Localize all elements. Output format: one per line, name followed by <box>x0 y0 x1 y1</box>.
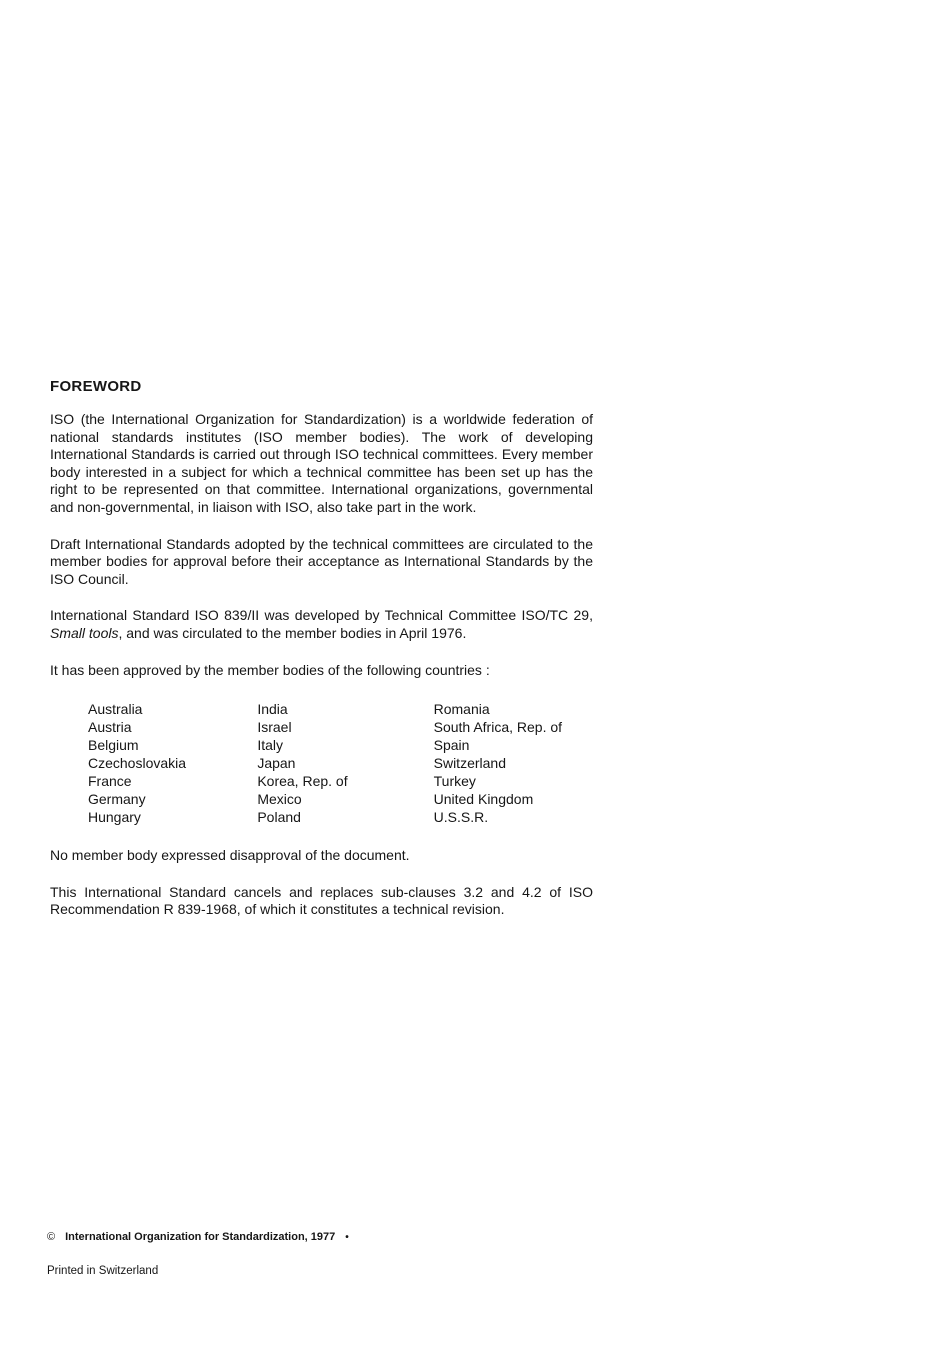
country-item: Hungary <box>88 809 141 826</box>
country-item: Australia <box>88 701 143 718</box>
paragraph-approved-intro: It has been approved by the member bodies of the following countries : <box>50 661 490 678</box>
paragraph-no-disapproval: No member body expressed disapproval of the document. <box>50 847 410 864</box>
country-item: South Africa, Rep. of <box>433 719 563 736</box>
country-column-2 <box>257 700 433 826</box>
page-footer <box>47 1231 607 1277</box>
paragraph-cancels-replaces: This International Standard cancels and replaces sub-clauses 3.2 and 4.2 of ISO Recommendation R 839-1968, of which it constitutes a technical revision. <box>50 883 593 918</box>
paragraph-draft-standards: Draft International Standards adopted by the technical committees are circulated to the member bodies for approval before their acceptance as International Standards by the ISO Council. <box>50 535 593 587</box>
copyright-bullet: • <box>345 1231 349 1243</box>
country-list <box>50 700 593 826</box>
country-item: Japan <box>257 755 296 772</box>
foreword-heading: FOREWORD <box>50 378 142 395</box>
country-column-3 <box>434 700 593 826</box>
country-item: Switzerland <box>433 755 506 772</box>
country-item: Israel <box>257 719 292 736</box>
country-item: Germany <box>88 791 146 808</box>
country-item: Belgium <box>88 737 139 754</box>
country-item: France <box>88 773 132 790</box>
country-item: Spain <box>433 737 470 754</box>
country-item: Poland <box>257 809 301 826</box>
paragraph-standard-origin <box>50 607 597 642</box>
small-tools-italic: Small tools <box>50 624 119 641</box>
paragraph-iso-intro: ISO (the International Organization for Standardization) is a worldwide federation of national standards institutes (ISO member bodies). The work of developing International Standards is carried out through ISO technical committees. Every member body interested in a subject for which a technical committee has been set up has the right to be represented on that committee. International organizations, governmental and non-governmental, in liaison with ISO, also take part in the work. <box>50 411 593 515</box>
country-column-1 <box>88 700 257 826</box>
copyright-line <box>47 1231 607 1243</box>
country-item: Italy <box>257 737 284 754</box>
standard-origin-text-before: International Standard ISO 839/II was developed by Technical Committee ISO/TC 29, <box>50 607 597 624</box>
copyright-text: International Organization for Standardization, 1977 <box>65 1231 336 1243</box>
country-item: Czechoslovakia <box>88 755 187 772</box>
country-item: United Kingdom <box>433 791 534 808</box>
standard-origin-text-after: , and was circulated to the member bodies in April 1976. <box>118 624 467 641</box>
country-item: Romania <box>433 701 490 718</box>
country-item: U.S.S.R. <box>433 809 489 826</box>
country-item: India <box>257 701 288 718</box>
country-item: Mexico <box>257 791 302 808</box>
country-item: Turkey <box>433 773 476 790</box>
country-item: Korea, Rep. of <box>257 773 348 790</box>
copyright-symbol: © <box>47 1231 56 1243</box>
printed-line: Printed in Switzerland <box>47 1265 159 1277</box>
country-item: Austria <box>88 719 132 736</box>
foreword-section <box>50 378 597 938</box>
